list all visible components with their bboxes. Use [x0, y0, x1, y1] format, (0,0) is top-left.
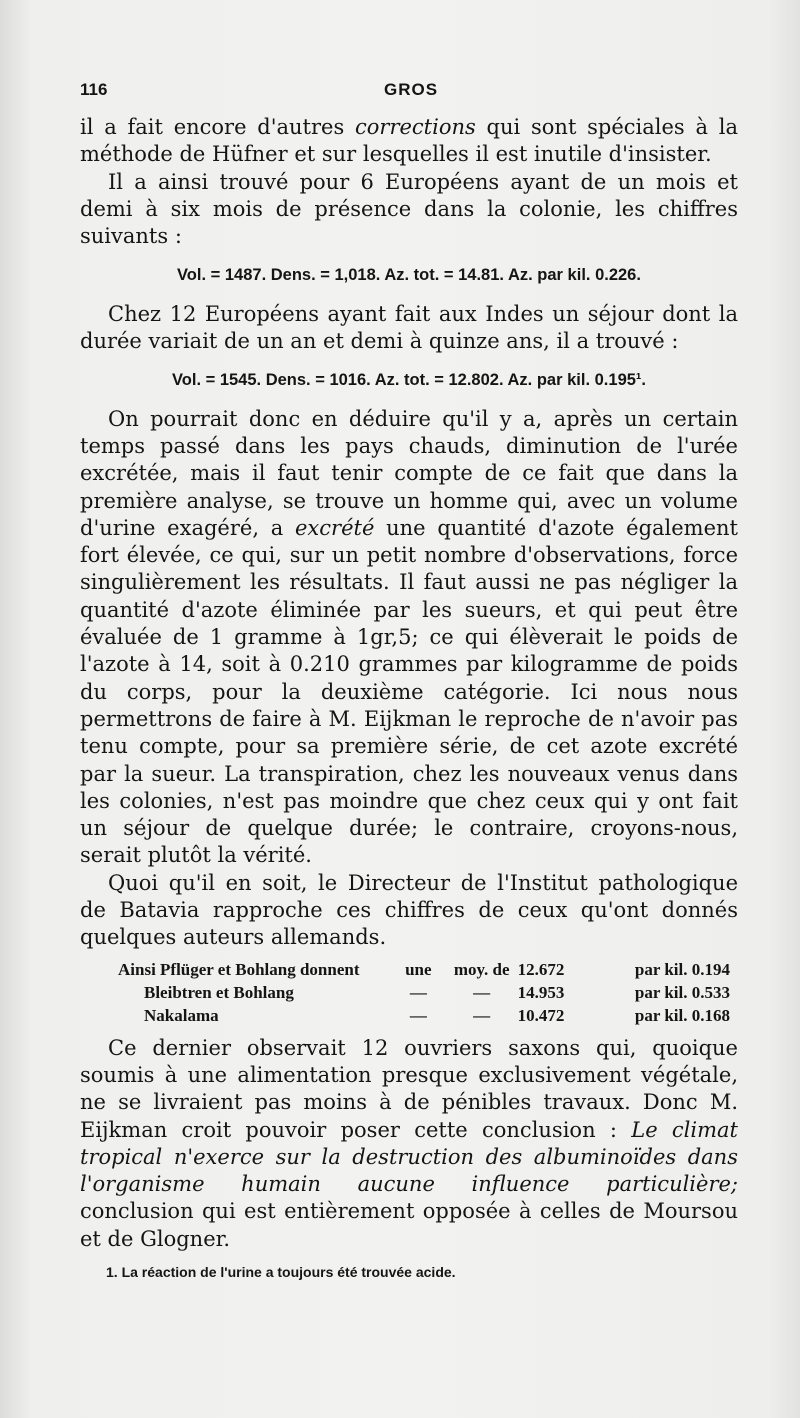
author-values-table	[118, 958, 738, 1027]
paragraph-continuation	[80, 114, 738, 169]
running-title: GROS	[383, 80, 439, 99]
table-row	[118, 958, 738, 981]
paragraph: Il a ainsi trouvé pour 6 Européens ayant de un mois et demi à six mois de présence dans la colonie, les chiffres suivants :	[80, 169, 738, 249]
text-run: qui sont spéciales à la méthode de Hüfner et sur lesquelles il est inutile d'insister.	[80, 115, 738, 167]
table-cell: par kil. 0.533	[634, 982, 730, 1002]
text-run: conclusion qui est entièrement opposée à celles de Moursou et de Glogner.	[80, 1199, 738, 1251]
paragraph	[80, 406, 738, 870]
italic-text-run: Le climat tropical n'exerce sur la destruction des albuminoïdes dans l'organisme humain aucune influence particulière;	[80, 1117, 738, 1197]
table-row	[118, 981, 738, 1004]
table-cell: Bleibtren et Bohlang	[144, 982, 294, 1002]
italic-text-run: excrété	[295, 515, 375, 540]
table-cell: —	[473, 982, 491, 1002]
text-run: une quantité d'azote également fort élevée, ce qui, sur un petit nombre d'observations, force singulièrement les résultats. Il faut aussi ne pas négliger la quantité d'azote éliminée par les sueurs, et qui peut être évaluée de 1 gramme à 1gr,5; ce qui élèverait le poids de l'azote à 14, soit à 0.210 grammes par kilogramme de poids du corps, pour la deuxième catégorie. Ici nous nous permettrons de faire à M. Eijkman le reproche de n'avoir pas tenu compte, pour sa première série, de cet azote excrété par la sueur. La transpiration, chez les nouveaux venus dans les colonies, n'est pas moindre que chez ceux qui y ont fait un séjour de quelque durée; le contraire, croyons-nous, serait plutôt la vérité.	[80, 515, 738, 868]
italic-text-run: corrections	[355, 115, 476, 139]
paragraph: Chez 12 Européens ayant fait aux Indes un séjour dont la durée variait de un an et demi à quinze ans, il a trouvé :	[80, 301, 738, 354]
page-number: 116	[80, 80, 108, 99]
text-run: On pourrait donc en déduire qu'il y a, après un certain temps passé dans les pays chauds, diminution de l'urée excrétée, mais il faut tenir compte de ce fait que dans la première analyse, se trouve un homme qui, avec un volume d'urine exagéré, a	[80, 406, 738, 540]
table-cell: —	[409, 982, 427, 1002]
table-cell: 14.953	[517, 982, 565, 1002]
page-header	[80, 80, 742, 104]
table-cell: une	[405, 959, 432, 979]
table-cell: 12.672	[517, 959, 565, 979]
paragraph: Quoi qu'il en soit, le Directeur de l'Institut pathologique de Batavia rapproche ces chiffres de ceux qu'ont donnés quelques auteurs allemands.	[80, 870, 738, 950]
table-cell: —	[409, 1005, 427, 1025]
paragraph	[80, 1035, 738, 1253]
footnote: 1. La réaction de l'urine a toujours été trouvée acide.	[106, 1264, 456, 1280]
table-row	[118, 1004, 738, 1027]
formula-line-2: Vol. = 1545. Dens. = 1016. Az. tot. = 12.802. Az. par kil. 0.195¹.	[172, 371, 646, 390]
text-run: il a fait encore d'autres	[80, 115, 355, 139]
table-cell: Nakalama	[144, 1005, 219, 1025]
formula-line-1: Vol. = 1487. Dens. = 1,018. Az. tot. = 14.81. Az. par kil. 0.226.	[177, 266, 641, 285]
table-cell: par kil. 0.168	[634, 1005, 730, 1025]
table-cell: moy. de	[453, 959, 510, 979]
table-cell: par kil. 0.194	[634, 959, 730, 979]
table-cell: —	[473, 1005, 491, 1025]
body-text	[80, 114, 738, 1253]
text-run: Ce dernier observait 12 ouvriers saxons qui, quoique soumis à une alimentation presque exclusivement végétale, ne se livraient pas moins à de pénibles travaux. Donc M. Eijkman croit pouvoir poser cette conclusion :	[80, 1035, 738, 1142]
table-cell: 10.472	[517, 1005, 565, 1025]
table-cell: Ainsi Pflüger et Bohlang donnent	[118, 959, 360, 979]
